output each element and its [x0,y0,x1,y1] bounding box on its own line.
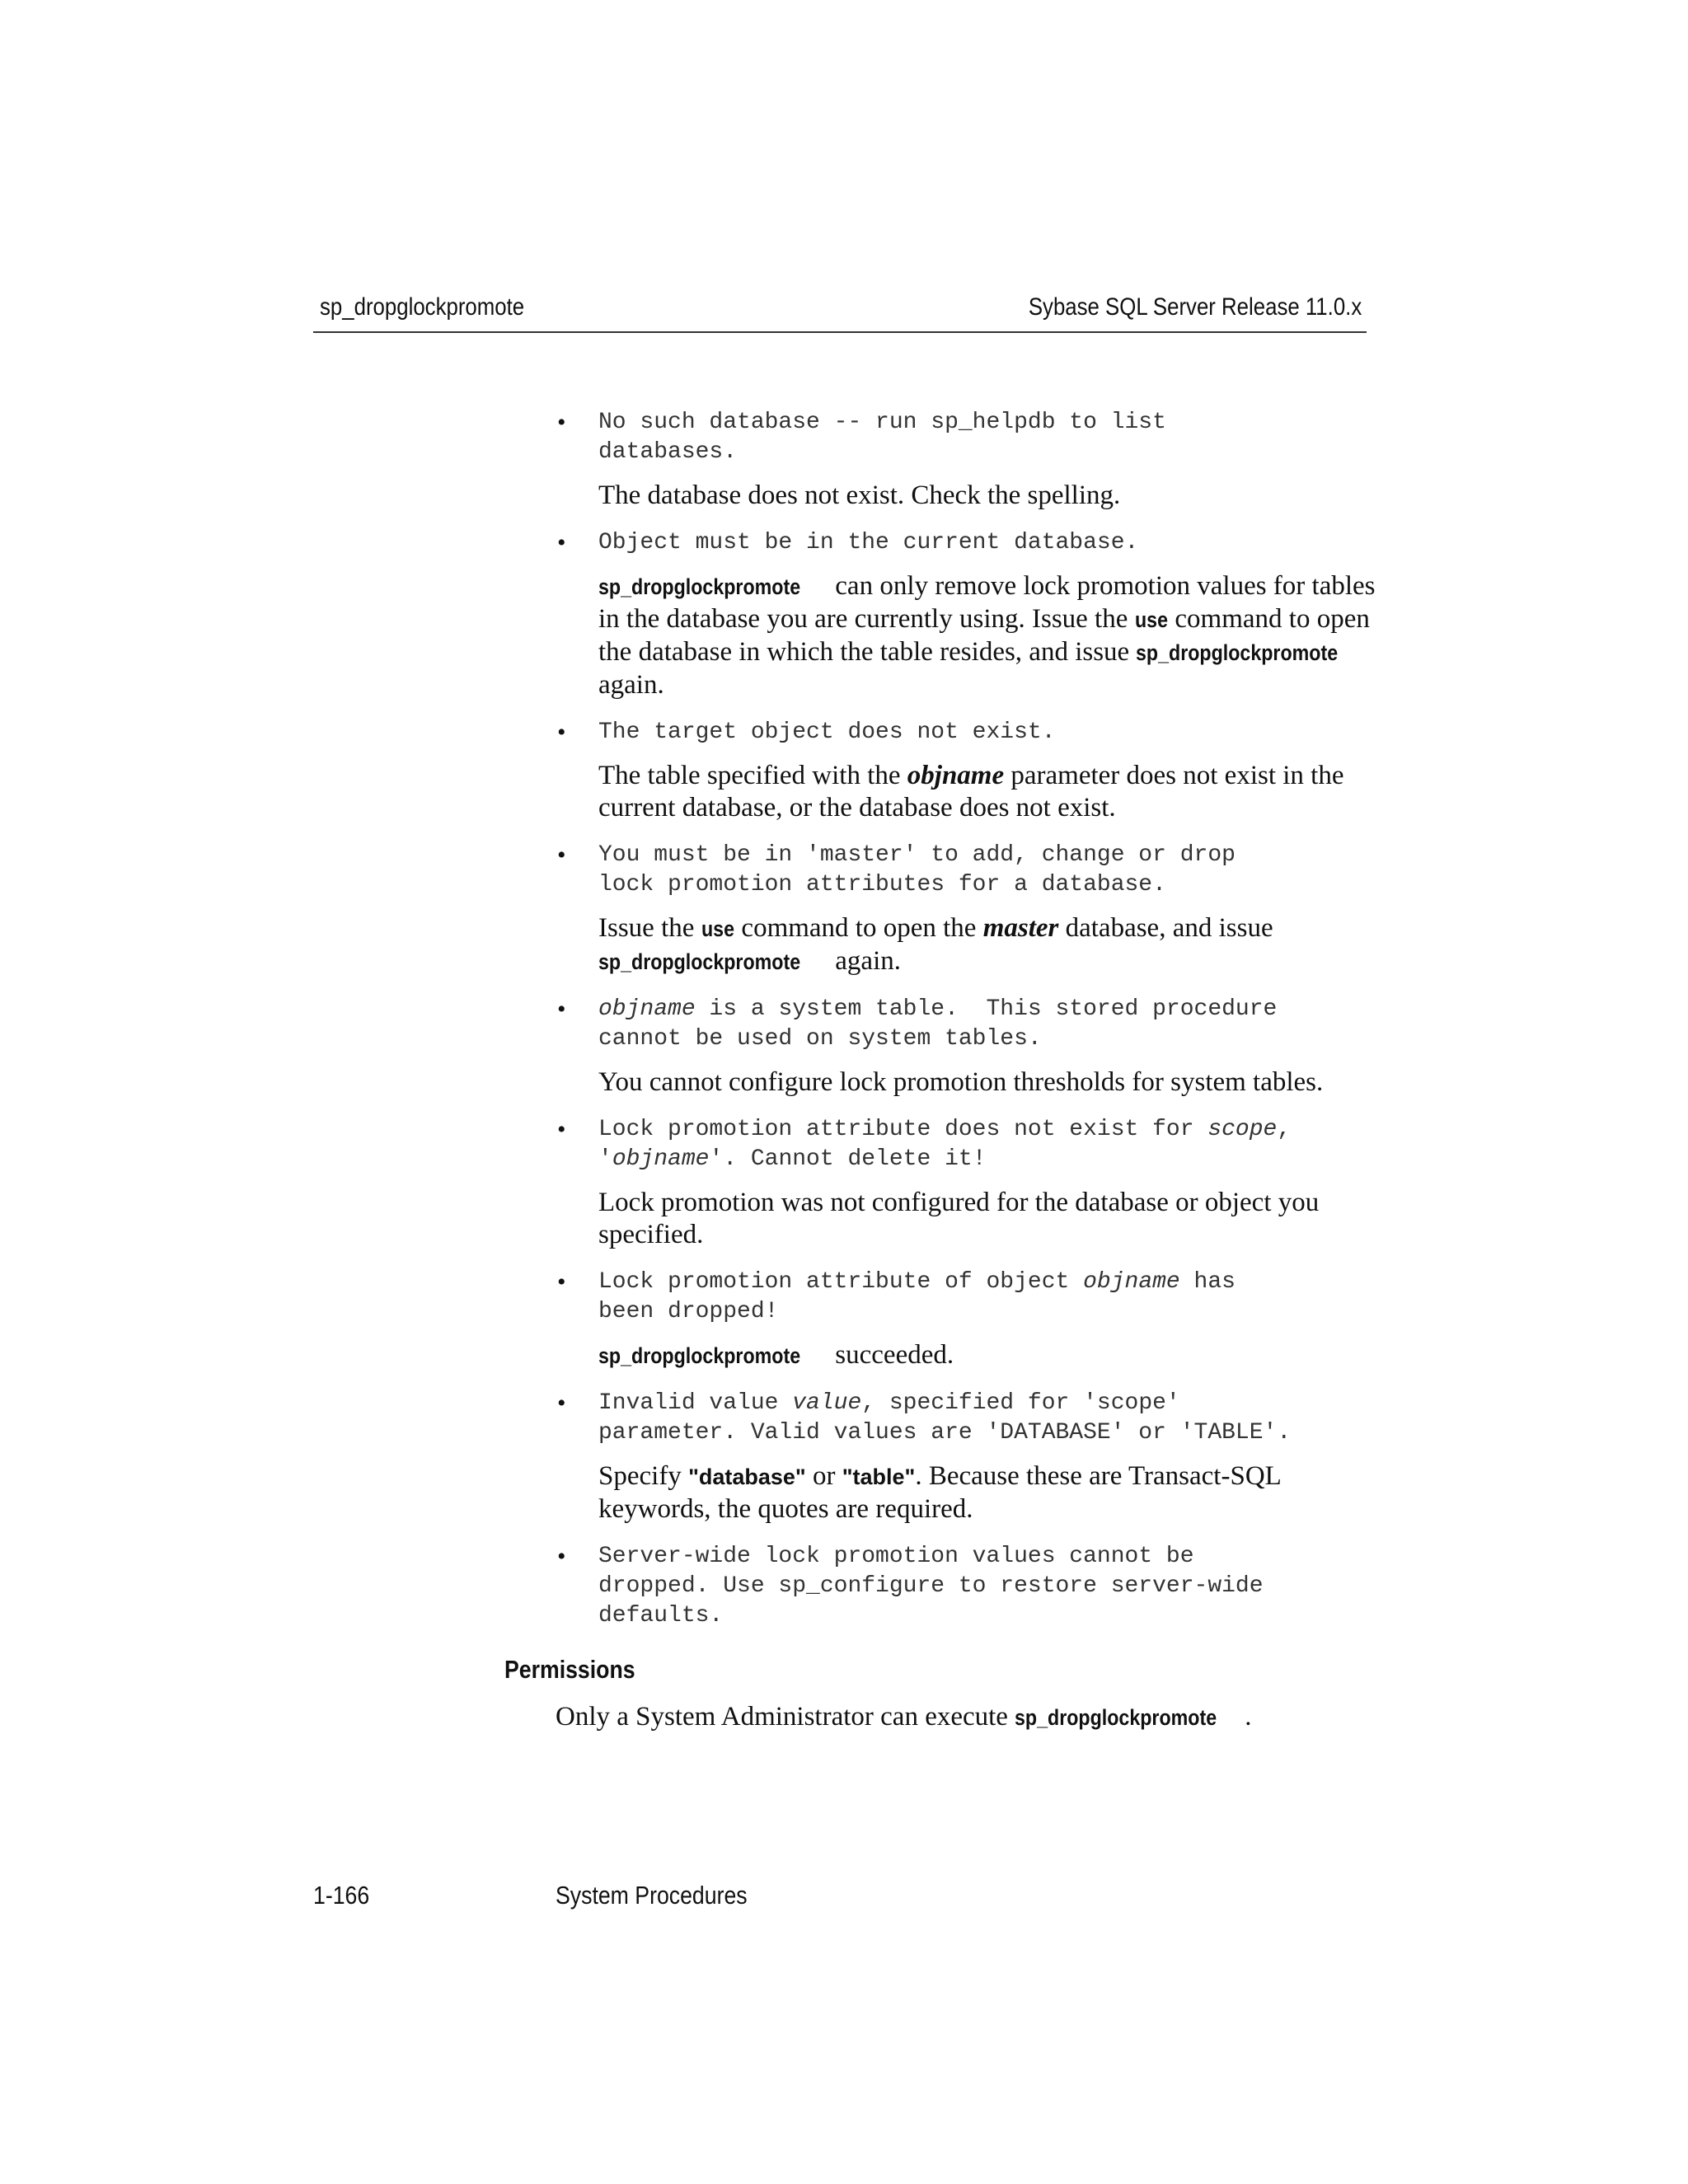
list-item [557,1268,1381,1372]
page-number: 1-166 [313,1881,370,1910]
list-item [557,1389,1381,1526]
error-message: Object must be in the current database. [598,530,1139,555]
message-description: Lock promotion was not configured for the database or object you specified. [598,1188,1320,1249]
error-message: You must be in 'master' to add, change or drop lock promotion attributes for a database. [598,842,1236,898]
error-message-list [557,408,1381,1631]
error-message: Lock promotion attribute of object objname has been dropped! [598,1269,1236,1324]
bullet-icon: • [557,1390,566,1417]
message-description: The table specified with the objname parameter does not exist in the current database, or the database does not exist. [598,761,1344,823]
error-message: Server-wide lock promotion values cannot be dropped. Use sp_configure to restore server-wide defaults. [598,1544,1264,1629]
list-item [557,1115,1381,1251]
list-item [557,995,1381,1099]
command-name: sp_dropglockpromote [598,574,801,599]
bullet-icon: • [557,409,566,436]
list-item [557,1542,1381,1631]
message-description: Issue the use command to open the master database, and issue sp_dropglockpromote again. [598,912,1381,978]
footer-title: System Procedures [556,1881,748,1910]
bullet-icon: • [557,529,566,556]
section-heading-permissions: Permissions [504,1655,635,1684]
message-description: The database does not exist. Check the spelling. [598,480,1121,510]
error-message: Invalid value value, specified for 'scope' parameter. Valid values are 'DATABASE' or 'TABLE'. [598,1390,1292,1446]
bullet-icon: • [557,719,566,746]
permissions-text: Only a System Administrator can execute sp_dropglockpromote . [556,1701,1251,1734]
bullet-icon: • [557,1268,566,1296]
keyword: "database" [688,1465,806,1489]
error-message: No such database -- run sp_helpdb to list databases. [598,410,1166,465]
list-item [557,718,1381,824]
list-item [557,841,1381,978]
message-description: You cannot configure lock promotion thresholds for system tables. [598,1067,1324,1097]
command-name: sp_dropglockpromote [598,1343,801,1368]
list-item [557,408,1381,512]
parameter-name: objname [907,761,1005,790]
message-description: sp_dropglockpromote succeeded. [598,1339,1381,1372]
error-message: Lock promotion attribute does not exist for scope, 'objname'. Cannot delete it! [598,1117,1292,1172]
command-name: use [701,916,734,941]
command-name: sp_dropglockpromote [1015,1705,1217,1730]
command-name: sp_dropglockpromote [598,949,801,974]
bullet-icon: • [557,1116,566,1143]
header-procedure-name: sp_dropglockpromote [320,293,525,321]
bullet-icon: • [557,996,566,1023]
message-description: Specify "database" or "table". Because these are Transact-SQL keywords, the quotes are required. [598,1461,1281,1524]
bullet-icon: • [557,1543,566,1570]
bullet-icon: • [557,841,566,869]
message-description: sp_dropglockpromote can only remove lock promotion values for tables in the database you are currently using. Issue the use command to open the database in which the table resides, and issue sp_dropglockpromote again. [598,571,1376,700]
running-header [313,288,1367,333]
database-name: master [982,913,1059,943]
error-message: objname is a system table. This stored procedure cannot be used on system tables. [598,996,1278,1052]
command-name: use [1134,607,1168,632]
error-message: The target object does not exist. [598,719,1056,745]
list-item [557,528,1381,701]
keyword: "table" [842,1465,916,1489]
header-release: Sybase SQL Server Release 11.0.x [1028,293,1362,321]
command-name: sp_dropglockpromote [1136,640,1339,665]
